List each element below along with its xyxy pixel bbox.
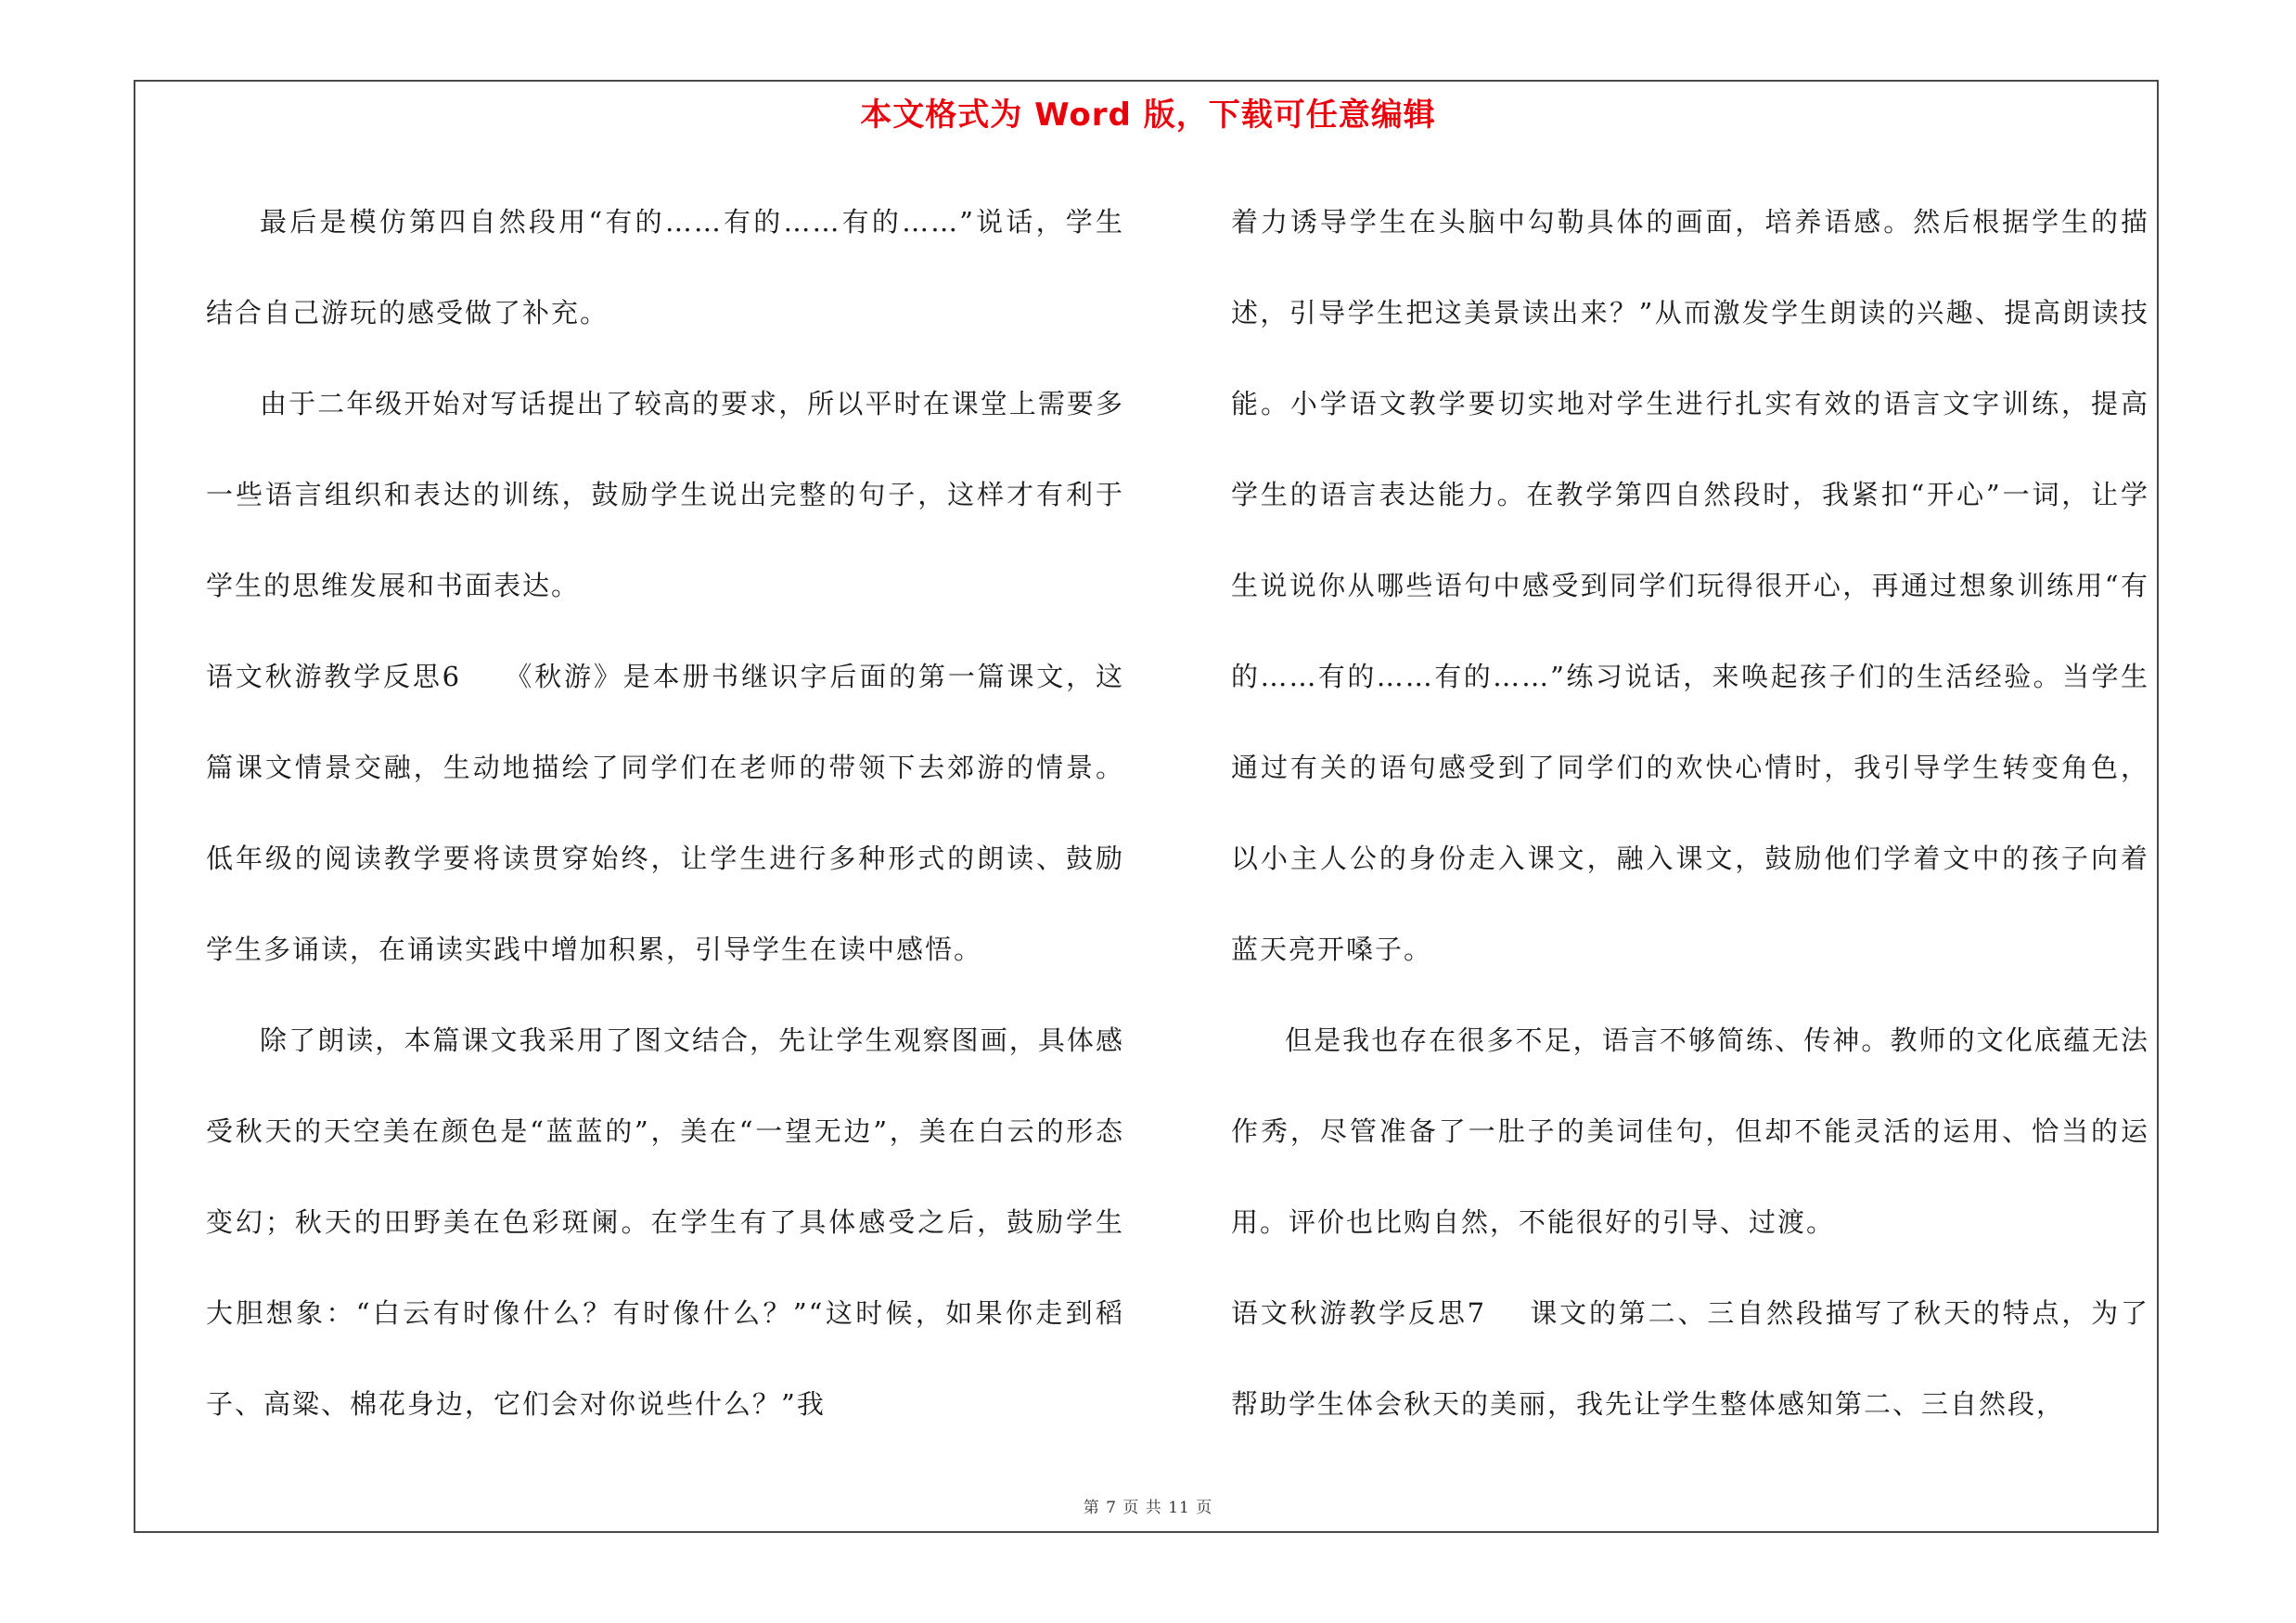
paragraph-text: 《秋游》是本册书继识字后面的第一篇课文，这篇课文情景交融，生动地描绘了同学们在老师的带领下去郊游的情景。低年级的阅读教学要将读贯穿始终，让学生进行多种形式的朗读、鼓励学生多诵读，在诵读实践中增加积累，引导学生在读中感悟。 bbox=[206, 661, 1124, 965]
paragraph: 但是我也存在很多不足，语言不够简练、传神。教师的文化底蕴无法作秀，尽管准备了一肚子的美词佳句，但却不能灵活的运用、恰当的运用。评价也比购自然，不能很好的引导、过渡。 bbox=[1231, 1024, 2149, 1238]
paragraph: 最后是模仿第四自然段用“有的……有的……有的……”说话，学生结合自己游玩的感受做了补充。 bbox=[206, 206, 1124, 328]
paragraph: 除了朗读，本篇课文我采用了图文结合，先让学生观察图画，具体感受秋天的天空美在颜色是“蓝蓝的”，美在“一望无边”，美在白云的形态变幻；秋天的田野美在色彩斑阑。在学生有了具体感受之后，鼓励学生大胆想象：“白云有时像什么？有时像什么？”“这时候，如果你走到稻子、高粱、棉花身边，它们会对你说些什么？”我 bbox=[206, 1024, 1124, 1420]
paragraph bbox=[1231, 1268, 2149, 1449]
section-heading: 语文秋游教学反思6 bbox=[206, 661, 462, 692]
right-column bbox=[1231, 176, 2149, 1449]
paragraph: 由于二年级开始对写话提出了较高的要求，所以平时在课堂上需要多一些语言组织和表达的训练，鼓励学生说出完整的句子，这样才有利于学生的思维发展和书面表达。 bbox=[206, 388, 1124, 601]
format-banner: 本文格式为 Word 版，下载可任意编辑 bbox=[860, 97, 1436, 134]
paragraph: 着力诱导学生在头脑中勾勒具体的画面，培养语感。然后根据学生的描述，引导学生把这美景读出来？”从而激发学生朗读的兴趣、提高朗读技能。小学语文教学要切实地对学生进行扎实有效的语言文字训练，提高学生的语言表达能力。在教学第四自然段时，我紧扣“开心”一词，让学生说说你从哪些语句中感受到同学们玩得很开心，再通过想象训练用“有的……有的……有的……”练习说话，来唤起孩子们的生活经验。当学生通过有关的语句感受到了同学们的欢快心情时，我引导学生转变角色，以小主人公的身份走入课文，融入课文，鼓励他们学着文中的孩子向着蓝天亮开嗓子。 bbox=[1231, 206, 2149, 965]
paragraph-text: 课文的第二、三自然段描写了秋天的特点，为了帮助学生体会秋天的美丽，我先让学生整体感知第二、三自然段， bbox=[1231, 1297, 2149, 1420]
page-number: 第 7 页 共 11 页 bbox=[1083, 1499, 1213, 1517]
paragraph bbox=[206, 631, 1124, 995]
left-column bbox=[206, 176, 1124, 1449]
section-heading: 语文秋游教学反思7 bbox=[1231, 1297, 1487, 1329]
